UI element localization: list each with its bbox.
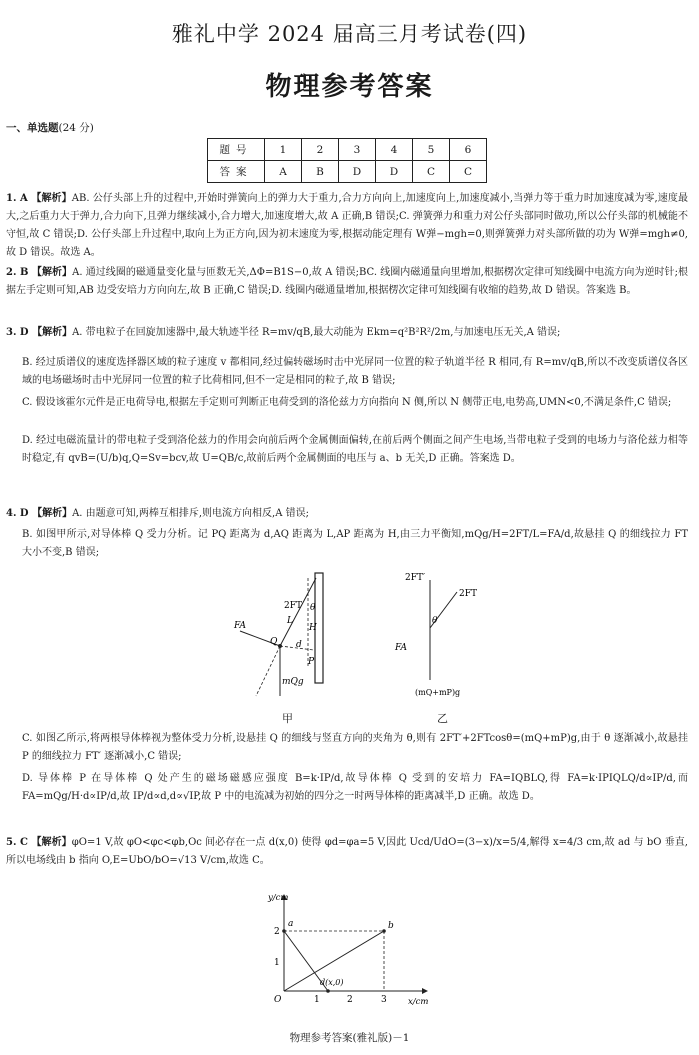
- label-mg: mQg: [282, 677, 304, 687]
- label-q: Q: [270, 637, 278, 647]
- figure-coordinate-graph: [262, 888, 437, 1010]
- label-2ft: 2FT: [284, 601, 302, 611]
- table-cell: C: [413, 161, 450, 183]
- label-2ft-yi: 2FT: [459, 589, 477, 599]
- q3-text-a: A. 带电粒子在回旋加速器中,最大轨迹半径 R=mv/qB,最大动能为 Ekm=q²B²R²/2m,与加速电压无关,A 错误;: [72, 327, 561, 338]
- x-tick-1: 1: [314, 995, 320, 1005]
- label-mg-yi: (mQ+mP)g: [415, 688, 461, 697]
- answer-table: [207, 138, 487, 183]
- section-points: (24 分): [58, 122, 94, 134]
- q5-text: φO=1 V,故 φO<φc<φb,Oc 间必存在一点 d(x,0) 使得 φd=φa=5 V,因此 Ucd/UdO=(3−x)/x=5/4,解得 x=4/3 cm,故 ad 与 bO 垂直,所以电场线由 b 指向 O,E=UbO/bO=√13 V/cm,故选 C。: [6, 837, 688, 866]
- figure-yi-caption: 乙: [437, 712, 448, 725]
- table-cell: C: [450, 161, 487, 183]
- table-cell: 4: [376, 139, 413, 161]
- label-a: a: [288, 919, 294, 929]
- label-origin: O: [274, 995, 282, 1005]
- point-a: [282, 929, 286, 933]
- q3-solution-c: C. 假设该霍尔元件是正电荷导电,根据左手定则可判断正电荷受到的洛伦兹力方向指向 N 侧,所以 N 侧带正电,电势高,UMN<0,不满足条件,C 错误;: [22, 397, 672, 408]
- q3-solution-a: [6, 324, 688, 342]
- q2-text: A. 通过线圈的磁通量变化量与匝数无关,ΔΦ=B1S−0,故 A 错误;BC. 线圈内磁通量向里增加,根据楞次定律可知线圈中电流方向为逆时针;根据左手定则可知,AB 边受安培力方向向左,故 B 正确,C 错误;D. 线圈内磁通量增加,根据楞次定律可知线圈有收缩的趋势,故 D 错误。答案选 B。: [6, 267, 688, 296]
- label-d: d: [296, 640, 302, 650]
- table-cell: 5: [413, 139, 450, 161]
- q3-solution-b: B. 经过质谱仪的速度选择器区域的粒子速度 v 都相同,经过偏转磁场时击中光屏同一位置的粒子轨道半径 R 相同,有 R=mv/qB,所以不改变质谱仪各区域的电场磁场时击中光屏同一位置的粒子比荷相同,但不一定是相同的粒子,故 B 错误;: [22, 357, 688, 386]
- point-q: [278, 644, 282, 648]
- table-cell: A: [265, 161, 302, 183]
- y-tick-1: 1: [274, 958, 280, 968]
- x-tick-2: 2: [347, 995, 353, 1005]
- label-h: H: [309, 623, 317, 633]
- y-axis-label: y/cm: [268, 893, 289, 903]
- q5-solution: [6, 834, 688, 870]
- aux-line: [256, 646, 280, 696]
- q4-solution-a: [6, 505, 688, 523]
- q1-text: AB. 公仔头部上升的过程中,开始时弹簧向上的弹力大于重力,合力方向向上,加速度向上,加速度减小,当弹力等于重力时加速度减为零,速度最大,之后重力大于弹力,合力向下,且弹力继续减小,合力增大,加速度增大,故 A 正确,B 错误;C. 弹簧弹力和重力对公仔头部同时做功,所以公仔头部的机械能不守恒,故 C 错误;D. 公仔头部上升过程中,取向上为正方向,因为初末速度为零,根据动能定理有 W弹−mgh=0,则弹簧弹力对头部所做的功为 W弹=mgh≠0,故 D 错误。故选 A。: [6, 193, 688, 258]
- table-cell: 6: [450, 139, 487, 161]
- table-cell: D: [339, 161, 376, 183]
- q3-lead: 3. D 【解析】: [6, 327, 73, 338]
- section-name: 一、单选题: [6, 122, 59, 134]
- x-tick-3: 3: [381, 995, 387, 1005]
- label-b: b: [388, 921, 394, 931]
- figure-jia: [230, 568, 340, 703]
- label-theta: θ: [310, 603, 316, 613]
- label-p: P: [308, 657, 315, 667]
- table-cell: D: [376, 161, 413, 183]
- label-fa: FA: [234, 621, 246, 631]
- section-label: [6, 120, 94, 135]
- figure-yi: [385, 568, 495, 703]
- q4-solution-c: C. 如图乙所示,将两根导体棒视为整体受力分析,设悬挂 Q 的细线与竖直方向的夹角为 θ,则有 2FT′+2FTcosθ=(mQ+mP)g,由于 θ 逐渐减小,故悬挂 P 的细线拉力 FT′ 逐渐减小,C 错误;: [22, 733, 688, 762]
- table-row: [208, 161, 487, 183]
- label-fa-yi: FA: [395, 643, 407, 653]
- label-2ft-prime: 2FT′: [405, 573, 426, 583]
- q1-solution: [6, 190, 688, 262]
- table-header-cell: 答案: [208, 161, 265, 183]
- q4-text-a: A. 由题意可知,两棒互相排斥,则电流方向相反,A 错误;: [72, 508, 309, 519]
- label-theta-yi: θ: [432, 616, 438, 626]
- x-axis-label: x/cm: [408, 997, 429, 1007]
- q5-lead: 5. C 【解析】: [6, 837, 72, 848]
- table-cell: 1: [265, 139, 302, 161]
- table-row: [208, 139, 487, 161]
- y-tick-2: 2: [274, 927, 280, 937]
- table-cell: 3: [339, 139, 376, 161]
- table-header-cell: 题号: [208, 139, 265, 161]
- table-cell: 2: [302, 139, 339, 161]
- table-cell: B: [302, 161, 339, 183]
- figure-jia-caption: 甲: [282, 712, 293, 725]
- q4-solution-b: B. 如图甲所示,对导体棒 Q 受力分析。记 PQ 距离为 d,AQ 距离为 L,AP 距离为 H,由三力平衡知,mQg/H=2FT/L=FA/d,故悬挂 Q 的细线拉力 FT 大小不变,B 错误;: [22, 529, 688, 558]
- point-d: [326, 989, 330, 993]
- page-footer: 物理参考答案(雅礼版)－1: [289, 1032, 410, 1044]
- x-axis-arrow: [422, 988, 428, 994]
- q4-solution-d: D. 导体棒 P 在导体棒 Q 处产生的磁场磁感应强度 B=k·IP/d,故导体棒 Q 受到的安培力 FA=IQBLQ,得 FA=k·IPIQLQ/d∝IP/d,而 FA=mQg/H·d∝IP/d,故 IP/d∝d,d∝√IP,故 P 中的电流减为初始的四分之一时两导体棒的距离减半,D 正确。故选 D。: [22, 773, 688, 802]
- page-header: 雅礼中学 2024 届高三月考试卷(四): [171, 22, 528, 46]
- label-l: L: [287, 616, 293, 626]
- label-d-point: d(x,0): [320, 978, 344, 987]
- page-title: 物理参考答案: [265, 72, 434, 102]
- q2-solution: [6, 264, 688, 300]
- q3-solution-d: D. 经过电磁流量计的带电粒子受到洛伦兹力的作用会向前后两个金属侧面偏转,在前后两个侧面之间产生电场,当带电粒子受到的电场力与洛伦兹力相等时稳定,有 qvB=(U/b)q,Q=Sv=bcv,故 U=QB/c,故前后两个金属侧面的电压与 a、b 无关,D 正确。答案选 D。: [22, 435, 688, 464]
- q4-lead: 4. D 【解析】: [6, 508, 73, 519]
- q2-lead: 2. B 【解析】: [6, 267, 73, 278]
- q1-lead: 1. A 【解析】: [6, 193, 72, 204]
- point-b: [382, 929, 386, 933]
